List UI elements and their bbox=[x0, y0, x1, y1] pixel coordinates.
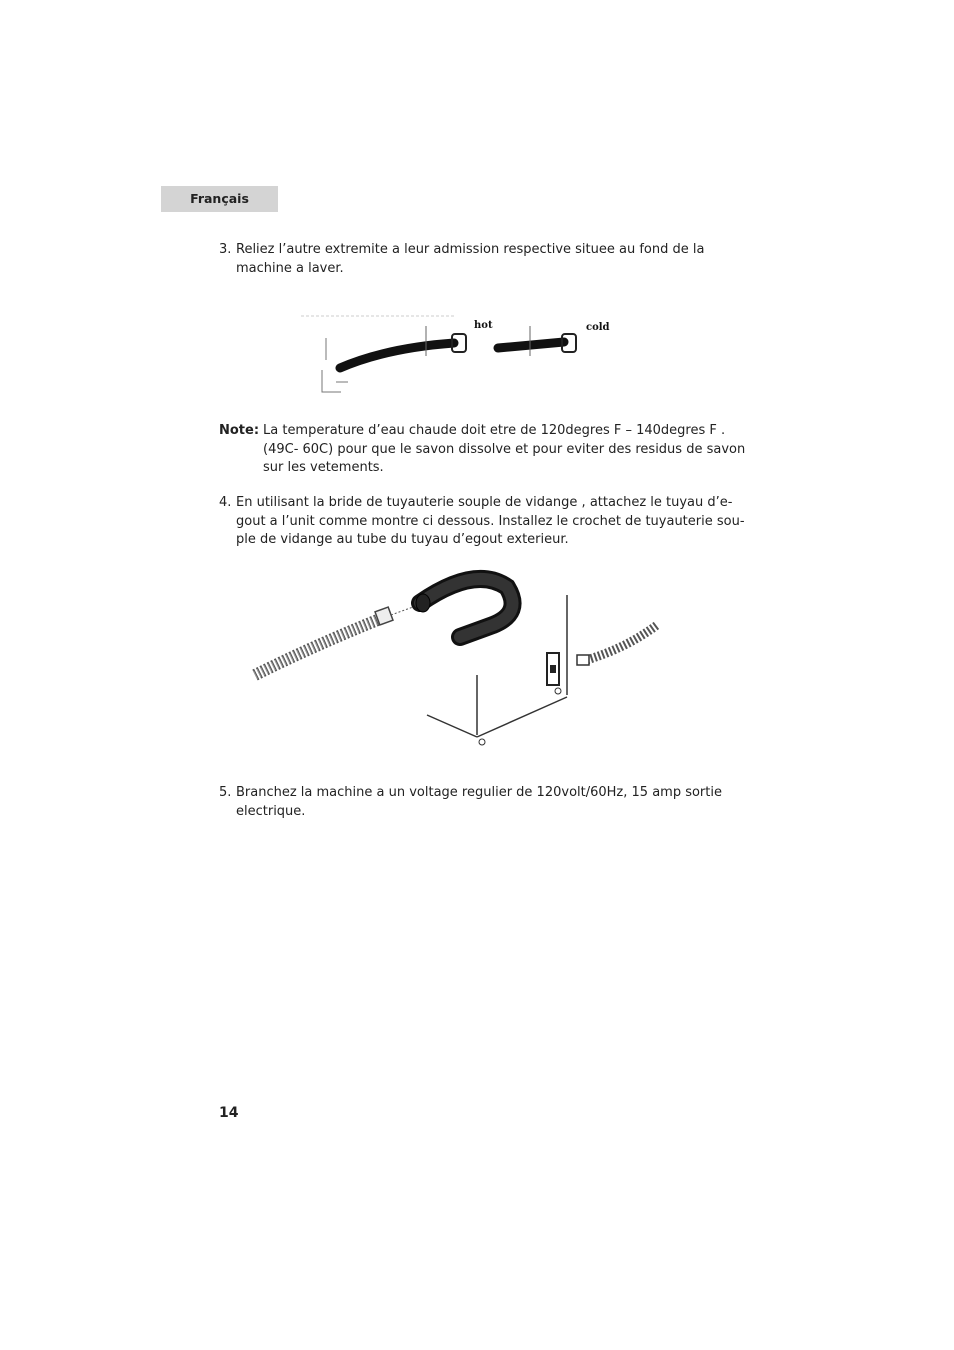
step-5-line-2: electrique. bbox=[236, 803, 306, 819]
language-tab: Français bbox=[161, 186, 278, 212]
step-4-line-3: ple de vidange au tube du tuyau d’egout exterieur. bbox=[236, 532, 569, 547]
step-3 bbox=[219, 241, 719, 278]
step-5 bbox=[219, 784, 734, 821]
drain-hose-figure bbox=[245, 565, 715, 765]
step-4-line-2: gout a l’unit comme montre ci dessous. Installez le crochet de tuyauterie sou- bbox=[236, 513, 745, 529]
note-line-2: (49C- 60C) pour que le savon dissolve et pour eviter des residus de savon bbox=[263, 441, 746, 457]
step-4 bbox=[219, 494, 745, 550]
note-line-3: sur les vetements. bbox=[263, 460, 384, 475]
step-3-line-2: machine a laver. bbox=[236, 260, 344, 276]
step-4-number: 4. bbox=[219, 495, 232, 510]
step-3-line-1: Reliez l’autre extremite a leur admission respective situee au fond de la bbox=[236, 242, 705, 257]
note bbox=[219, 422, 746, 478]
cold-label: cold bbox=[586, 322, 610, 333]
note-line-1: La temperature d’eau chaude doit etre de 120degres F – 140degres F . bbox=[263, 423, 726, 438]
note-label: Note: bbox=[219, 423, 260, 438]
step-4-line-1: En utilisant la bride de tuyauterie souple de vidange , attachez le tuyau d’e- bbox=[236, 495, 733, 510]
inlet-hoses-figure bbox=[296, 310, 616, 398]
step-5-line-1: Branchez la machine a un voltage regulier de 120volt/60Hz, 15 amp sortie bbox=[236, 785, 722, 800]
hot-label: hot bbox=[474, 320, 493, 331]
step-3-number: 3. bbox=[219, 242, 232, 257]
step-5-number: 5. bbox=[219, 785, 232, 800]
page-number: 14 bbox=[219, 1105, 239, 1121]
